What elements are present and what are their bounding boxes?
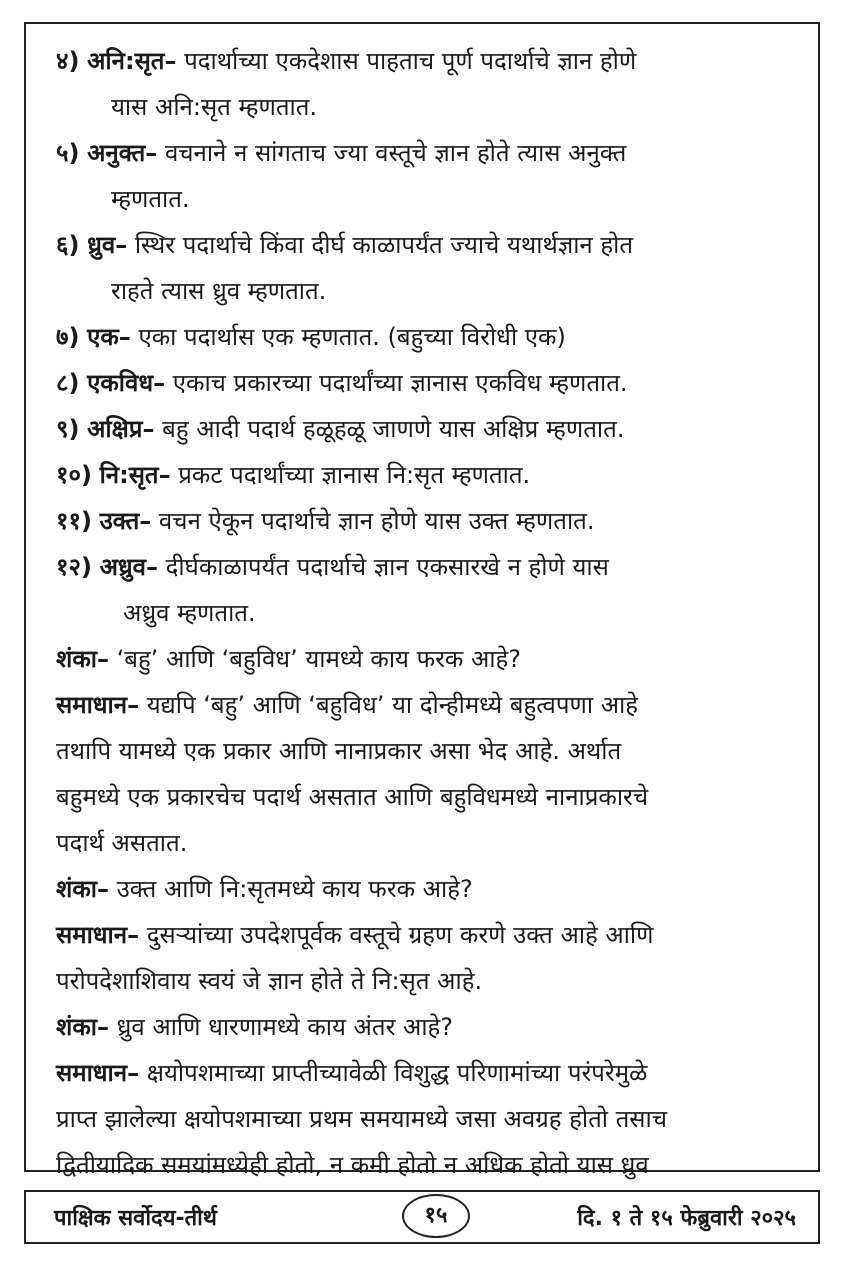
definition-line	[56, 38, 796, 84]
item-number: ७)	[56, 323, 80, 351]
item-number: ८)	[56, 369, 80, 397]
definition-line	[56, 544, 796, 590]
item-text: बहु आदी पदार्थ हळूहळू जाणणे यास अक्षिप्र म्हणतात.	[162, 415, 625, 443]
qa-text: उक्त आणि नि:सृतमध्ये काय फरक आहे?	[116, 875, 473, 903]
item-number: ११)	[56, 507, 92, 535]
page-frame	[24, 22, 820, 1179]
item-text: राहते त्यास ध्रुव म्हणतात.	[111, 277, 327, 305]
qa-line	[56, 820, 796, 866]
item-number: ९)	[56, 415, 80, 443]
qa-line	[56, 682, 796, 728]
definition-item	[56, 360, 796, 406]
qa-label: शंका–	[56, 1013, 109, 1041]
qa-line	[56, 1096, 796, 1142]
publication-name: पाक्षिक सर्वोदय-तीर्थ	[54, 1206, 217, 1231]
item-term: अध्रुव–	[99, 553, 159, 581]
qa-text: पदार्थ असतात.	[56, 829, 188, 857]
item-number: ४)	[56, 47, 80, 75]
page-footer	[24, 1190, 820, 1244]
definition-item	[56, 498, 796, 544]
item-number: १०)	[56, 461, 92, 489]
definition-line	[56, 590, 796, 636]
qa-text: बहुमध्ये एक प्रकारचेच पदार्थ असतात आणि बहुविधमध्ये नानाप्रकारचे	[56, 783, 649, 811]
item-number: १२)	[56, 553, 92, 581]
definition-line	[56, 222, 796, 268]
qa-label: समाधान–	[56, 1059, 140, 1087]
item-text: एका पदार्थास एक म्हणतात. (बहुच्या विरोधी एक)	[138, 323, 566, 351]
definition-line	[56, 84, 796, 130]
item-text: दीर्घकाळापर्यंत पदार्थाचे ज्ञान एकसारखे न होणे यास	[165, 553, 609, 581]
qa-text: ‘बहु’ आणि ‘बहुविध’ यामध्ये काय फरक आहे?	[116, 645, 521, 673]
item-term: ध्रुव–	[87, 231, 128, 259]
definition-line	[56, 406, 796, 452]
qa-line	[56, 912, 796, 958]
definition-item	[56, 314, 796, 360]
definition-item	[56, 222, 796, 314]
qa-line	[56, 958, 796, 1004]
qa-text: परोपदेशाशिवाय स्वयं जे ज्ञान होते ते नि:सृत आहे.	[56, 967, 483, 995]
qa-text: प्राप्त झालेल्या क्षयोपशमाच्या प्रथम समयामध्ये जसा अवग्रह होतो तसाच	[56, 1105, 667, 1133]
qa-label: शंका–	[56, 875, 109, 903]
definition-line	[56, 176, 796, 222]
item-term: एक–	[87, 323, 131, 351]
qa-paragraph	[56, 1050, 796, 1188]
item-text: पदार्थाच्या एकदेशास पाहताच पूर्ण पदार्थाचे ज्ञान होणे	[184, 47, 637, 75]
definition-line	[56, 498, 796, 544]
item-text: वचनाने न सांगताच ज्या वस्तूचे ज्ञान होते त्यास अनुक्त	[164, 139, 627, 167]
definition-item	[56, 130, 796, 222]
item-term: उक्त–	[99, 507, 152, 535]
qa-label: समाधान–	[56, 921, 140, 949]
item-term: अक्षिप्र–	[87, 415, 155, 443]
qa-text: यद्यपि ‘बहु’ आणि ‘बहुविध’ या दोन्हीमध्ये बहुत्वपणा आहे	[146, 691, 639, 719]
qa-text: ध्रुव आणि धारणामध्ये काय अंतर आहे?	[116, 1013, 454, 1041]
item-text: वचन ऐकून पदार्थाचे ज्ञान होणे यास उक्त म्हणतात.	[158, 507, 595, 535]
definition-line	[56, 130, 796, 176]
page-content	[56, 38, 796, 1179]
qa-text: क्षयोपशमाच्या प्राप्तीच्यावेळी विशुद्ध परिणामांच्या परंपरेमुळे	[146, 1059, 648, 1087]
qa-label: समाधान–	[56, 691, 140, 719]
issue-date: दि. १ ते १५ फेब्रुवारी २०२५	[577, 1206, 796, 1231]
qa-paragraph	[56, 636, 796, 682]
qa-paragraph	[56, 912, 796, 1004]
qa-text: तथापि यामध्ये एक प्रकार आणि नानाप्रकार असा भेद आहे. अर्थात	[56, 737, 622, 765]
qa-line	[56, 728, 796, 774]
item-term: एकविध–	[87, 369, 166, 397]
qa-line	[56, 1004, 796, 1050]
item-text: यास अनि:सृत म्हणतात.	[111, 93, 318, 121]
item-term: नि:सृत–	[99, 461, 171, 489]
qa-paragraph	[56, 1004, 796, 1050]
qa-line	[56, 774, 796, 820]
item-term: अनुक्त–	[87, 139, 158, 167]
item-term: अनि:सृत–	[87, 47, 177, 75]
qa-text: द्वितीयादिक समयांमध्येही होतो, न कमी होतो न अधिक होतो यास ध्रुव	[56, 1151, 649, 1179]
definition-line	[56, 314, 796, 360]
definition-item	[56, 544, 796, 636]
page-number: १५	[402, 1194, 470, 1238]
definition-line	[56, 452, 796, 498]
item-number: ६)	[56, 231, 80, 259]
qa-paragraph	[56, 866, 796, 912]
qa-line	[56, 636, 796, 682]
item-text: अध्रुव म्हणतात.	[123, 599, 256, 627]
qa-paragraph	[56, 682, 796, 866]
qa-text: दुसऱ्यांच्या उपदेशपूर्वक वस्तूचे ग्रहण करणे उक्त आहे आणि	[146, 921, 654, 949]
definition-line	[56, 268, 796, 314]
qa-label: शंका–	[56, 645, 109, 673]
qa-line	[56, 866, 796, 912]
item-text: स्थिर पदार्थाचे किंवा दीर्घ काळापर्यंत ज्याचे यथार्थज्ञान होत	[134, 231, 634, 259]
qa-line	[56, 1142, 796, 1188]
definition-item	[56, 406, 796, 452]
item-text: म्हणतात.	[111, 185, 190, 213]
item-text: एकाच प्रकारच्या पदार्थांच्या ज्ञानास एकविध म्हणतात.	[172, 369, 628, 397]
definition-item	[56, 38, 796, 130]
definition-line	[56, 360, 796, 406]
definition-item	[56, 452, 796, 498]
qa-line	[56, 1050, 796, 1096]
item-text: प्रकट पदार्थांच्या ज्ञानास नि:सृत म्हणतात.	[178, 461, 531, 489]
item-number: ५)	[56, 139, 80, 167]
